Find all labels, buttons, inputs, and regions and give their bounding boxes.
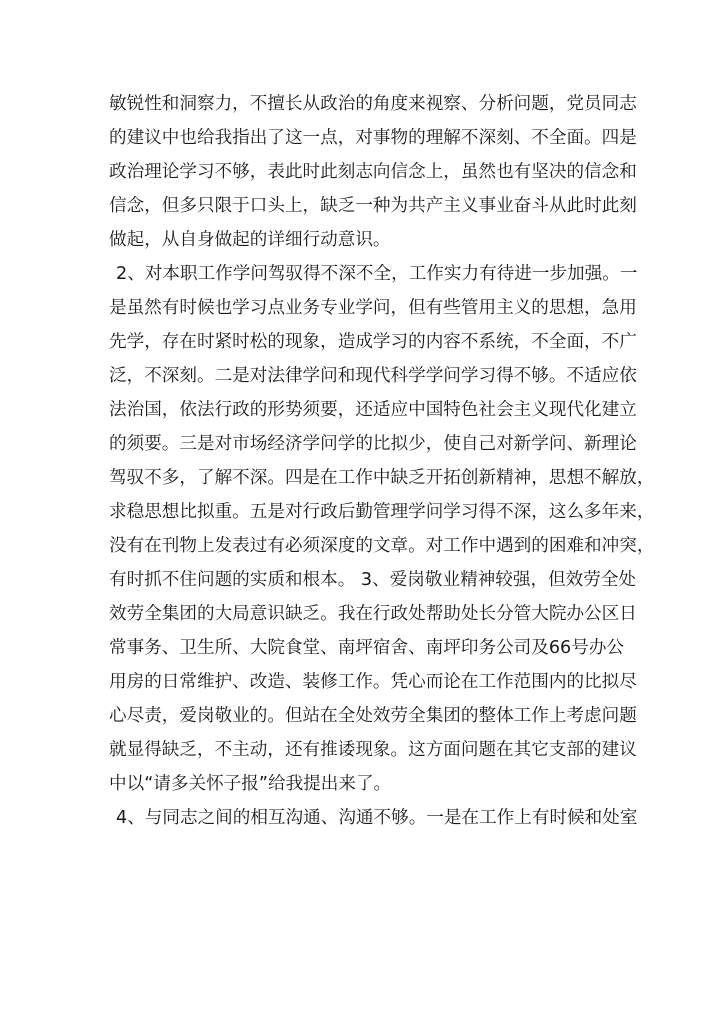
text-line: 泛，不深刻。二是对法律学问和现代科学学问学习得不够。不适应依: [109, 366, 637, 386]
text-line: 的须要。三是对市场经济学问学的比拟少，使自己对新学问、新理论: [109, 434, 637, 454]
text-line: 求稳思想比拟重。五是对行政后勤管理学问学习得不深，这么多年来，: [109, 502, 655, 522]
text-line: 4、与同志之间的相互沟通、沟通不够。一是在工作上有时候和处室: [116, 808, 638, 828]
text-line: 是虽然有时候也学习点业务专业学问，但有些管用主义的思想，急用: [109, 298, 637, 318]
text-line: 中以“请多关怀子报”给我提出来了。: [109, 774, 392, 794]
text-line: 驾驭不多，了解不深。四是在工作中缺乏开拓创新精神，思想不解放，: [109, 468, 655, 488]
text-line: 效劳全集团的大局意识缺乏。我在行政处帮助处长分管大院办公区日: [109, 604, 637, 624]
text-line: 敏锐性和洞察力，不擅长从政治的角度来视察、分析问题，党员同志: [109, 94, 637, 114]
text-line: 用房的日常维护、改造、装修工作。凭心而论在工作范围内的比拟尽: [109, 672, 637, 692]
text-line: 就显得缺乏，不主动，还有推诿现象。这方面问题在其它支部的建议: [109, 740, 637, 760]
text-line: 常事务、卫生所、大院食堂、南坪宿舍、南坪印务公司及66号办公: [109, 638, 625, 658]
text-line: 先学，存在时紧时松的现象，造成学习的内容不系统，不全面，不广: [109, 332, 637, 352]
document-body: [109, 87, 655, 835]
text-line: 没有在刊物上发表过有必须深度的文章。对工作中遇到的困难和冲突，: [109, 536, 655, 556]
text-line: 2、对本职工作学问驾驭得不深不全，工作实力有待进一步加强。一: [116, 264, 638, 284]
text-line: 心尽责，爱岗敬业的。但站在全处效劳全集团的整体工作上考虑问题: [109, 706, 637, 726]
text-line: 政治理论学习不够，表此时此刻志向信念上，虽然也有坚决的信念和: [109, 162, 637, 182]
text-line: 信念，但多只限于口头上，缺乏一种为共产主义事业奋斗从此时此刻: [109, 196, 637, 216]
text-line: 做起，从自身做起的详细行动意识。: [109, 230, 391, 250]
text-line: 的建议中也给我指出了这一点，对事物的理解不深刻、不全面。四是: [109, 128, 637, 148]
text-line: 法治国，依法行政的形势须要，还适应中国特色社会主义现代化建立: [109, 400, 637, 420]
text-line: 有时抓不住问题的实质和根本。 3、爱岗敬业精神较强，但效劳全处: [109, 570, 637, 590]
